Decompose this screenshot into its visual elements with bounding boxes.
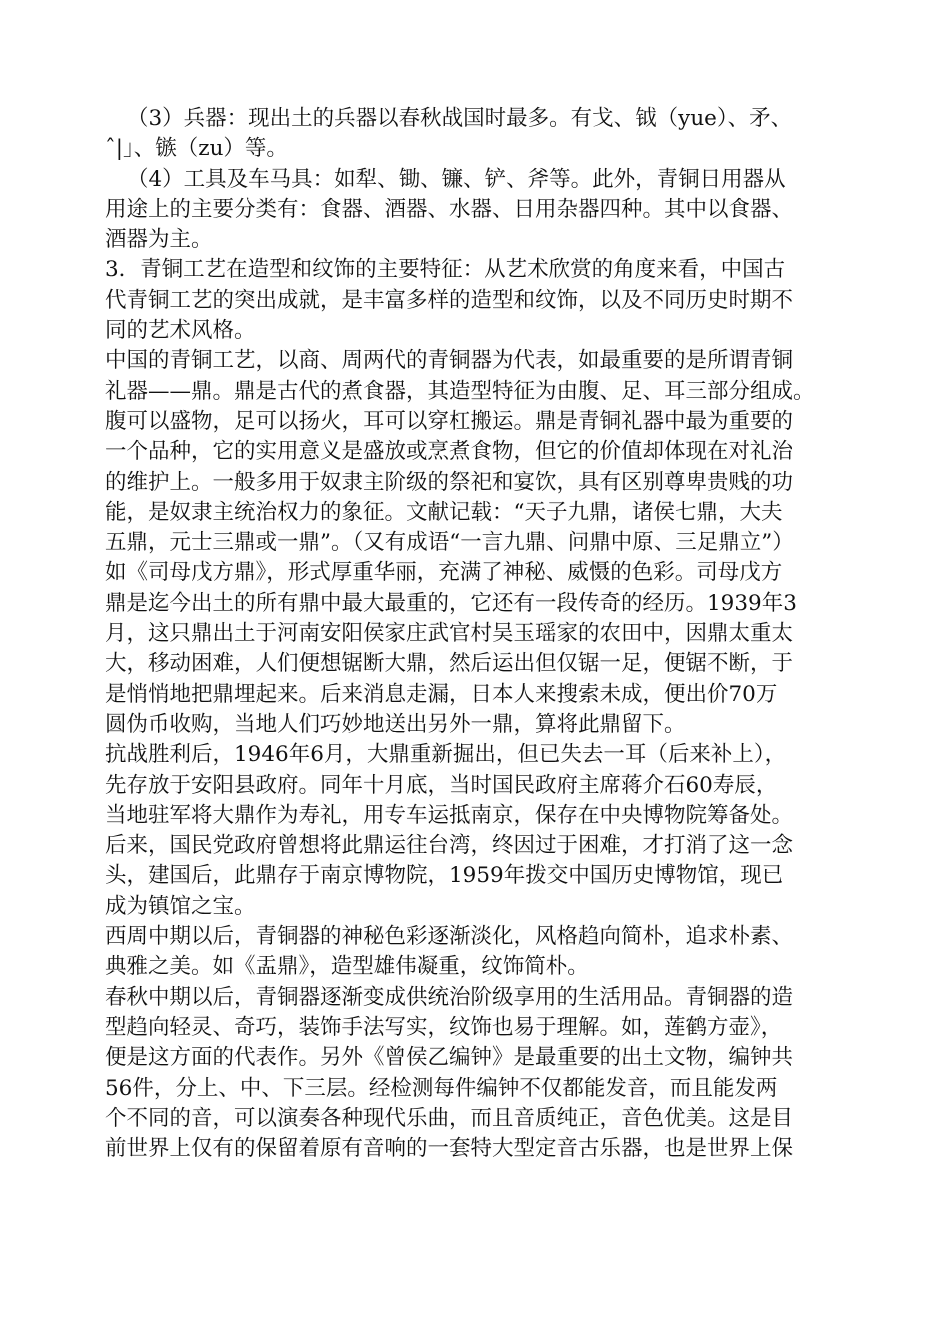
text-line: 礼器——鼎。鼎是古代的煮食器，其造型特征为由腹、足、耳三部分组成。 xyxy=(105,378,815,404)
text-line: 圆伪币收购，当地人们巧妙地送出另外一鼎，算将此鼎留下。 xyxy=(105,711,686,737)
text-line: 五鼎，元士三鼎或一鼎”。（又有成语“一言九鼎、问鼎中原、三足鼎立”） xyxy=(105,530,794,556)
text-line: 56件，分上、中、下三层。经检测每件编钟不仅都能发音，而且能发两 xyxy=(105,1075,778,1101)
text-line: 的维护上。一般多用于奴隶主阶级的祭祀和宴饮，具有区别尊卑贵贱的功 xyxy=(105,469,794,495)
text-line: 个不同的音，可以演奏各种现代乐曲，而且音质纯正，音色优美。这是目 xyxy=(105,1105,794,1131)
text-line: 先存放于安阳县政府。同年十月底，当时国民政府主席蒋介石60寿辰， xyxy=(105,772,778,798)
text-line: 大，移动困难，人们便想锯断大鼎，然后运出但仅锯一足，便锯不断，于 xyxy=(105,651,794,677)
text-line: 便是这方面的代表作。另外《曾侯乙编钟》是最重要的出土文物，编钟共 xyxy=(105,1045,794,1071)
text-line: 如《司母戊方鼎》，形式厚重华丽，充满了神秘、威慑的色彩。司母戊方 xyxy=(105,560,783,586)
text-line: 腹可以盛物，足可以扬火，耳可以穿杠搬运。鼎是青铜礼器中最为重要的 xyxy=(105,408,794,434)
text-line: （4）工具及车马具：如犁、锄、镰、铲、斧等。此外，青铜日用器从 xyxy=(127,166,786,192)
text-line: 成为镇馆之宝。 xyxy=(105,893,256,919)
text-line: ˆ|」、镞（zu）等。 xyxy=(105,136,288,162)
text-line: 典雅之美。如《盂鼎》，造型雄伟凝重，纹饰简朴。 xyxy=(105,954,589,980)
text-line: 一个品种，它的实用意义是盛放或烹煮食物，但它的价值却体现在对礼治 xyxy=(105,439,794,465)
text-line: 是悄悄地把鼎埋起来。后来消息走漏，日本人来搜索未成，便出价70万 xyxy=(105,681,778,707)
text-line: 同的艺术风格。 xyxy=(105,318,256,344)
text-line: 当地驻军将大鼎作为寿礼，用专车运抵南京，保存在中央博物院筹备处。 xyxy=(105,802,794,828)
text-line: 春秋中期以后，青铜器逐渐变成供统治阶级享用的生活用品。青铜器的造 xyxy=(105,984,794,1010)
text-line: 3．青铜工艺在造型和纹饰的主要特征：从艺术欣赏的角度来看，中国古 xyxy=(105,257,786,283)
text-line: 头，建国后，此鼎存于南京博物院，1959年拨交中国历史博物馆，现已 xyxy=(105,863,784,889)
text-line: 用途上的主要分类有：食器、酒器、水器、日用杂器四种。其中以食器、 xyxy=(105,196,794,222)
text-line: 能，是奴隶主统治权力的象征。文献记载：“天子九鼎，诸侯七鼎，大夫 xyxy=(105,499,783,525)
text-line: 代青铜工艺的突出成就，是丰富多样的造型和纹饰，以及不同历史时期不 xyxy=(105,287,794,313)
text-line: 酒器为主。 xyxy=(105,227,213,253)
text-line: 鼎是迄今出土的所有鼎中最大最重的，它还有一段传奇的经历。1939年3 xyxy=(105,590,797,616)
text-line: 抗战胜利后，1946年6月，大鼎重新掘出，但已失去一耳（后来补上）， xyxy=(105,742,787,768)
text-line: （3）兵器：现出土的兵器以春秋战国时最多。有戈、钺（yue）、矛、 xyxy=(127,106,793,131)
text-line: 中国的青铜工艺，以商、周两代的青铜器为代表，如最重要的是所谓青铜 xyxy=(105,348,794,374)
text-line: 型趋向轻灵、奇巧，装饰手法写实，纹饰也易于理解。如，莲鹤方壶》， xyxy=(105,1014,783,1040)
text-line: 月，这只鼎出土于河南安阳侯家庄武官村吴玉瑶家的农田中，因鼎太重太 xyxy=(105,621,794,647)
text-line: 前世界上仅有的保留着原有音响的一套特大型定音古乐器，也是世界上保 xyxy=(105,1136,794,1162)
document-body xyxy=(105,104,865,1164)
text-line: 后来，国民党政府曾想将此鼎运往台湾，终因过于困难，才打消了这一念 xyxy=(105,833,794,859)
text-line: 西周中期以后，青铜器的神秘色彩逐渐淡化，风格趋向简朴，追求朴素、 xyxy=(105,924,794,950)
